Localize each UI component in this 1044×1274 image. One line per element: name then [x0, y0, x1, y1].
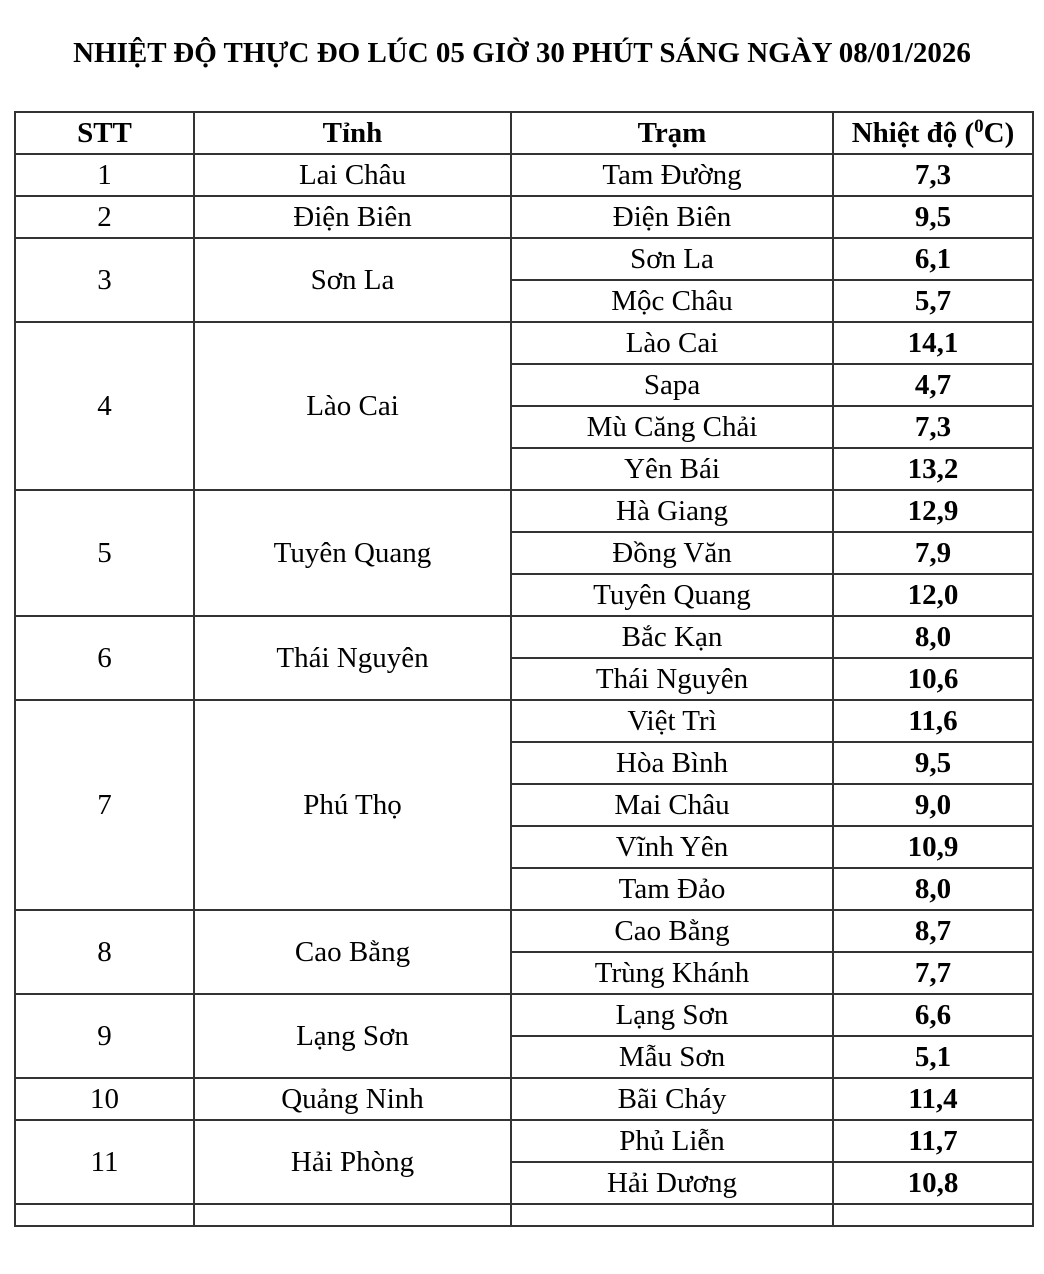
stt-cell: 3 [15, 238, 194, 322]
document-title: NHIỆT ĐỘ THỰC ĐO LÚC 05 GIỜ 30 PHÚT SÁNG NGÀY 08/01/2026 [73, 37, 971, 69]
table-row [15, 910, 1033, 952]
stt-cell: 11 [15, 1120, 194, 1204]
temperature-cell: 9,5 [833, 196, 1033, 238]
partial-cell [833, 1204, 1033, 1226]
temperature-cell: 10,8 [833, 1162, 1033, 1204]
province-cell: Cao Bằng [194, 910, 511, 994]
header-temperature-degree: 0 [974, 116, 984, 137]
station-cell: Trùng Khánh [511, 952, 833, 994]
table-row [15, 490, 1033, 532]
station-cell: Việt Trì [511, 700, 833, 742]
temperature-cell: 9,0 [833, 784, 1033, 826]
stt-cell: 9 [15, 994, 194, 1078]
station-cell: Yên Bái [511, 448, 833, 490]
station-cell: Tam Đường [511, 154, 833, 196]
temperature-cell: 6,1 [833, 238, 1033, 280]
stt-cell: 10 [15, 1078, 194, 1120]
stt-cell: 4 [15, 322, 194, 490]
table-body [15, 154, 1033, 1226]
station-cell: Hà Giang [511, 490, 833, 532]
temperature-cell: 14,1 [833, 322, 1033, 364]
table-row [15, 994, 1033, 1036]
temperature-cell: 13,2 [833, 448, 1033, 490]
temperature-cell: 12,0 [833, 574, 1033, 616]
stt-cell: 8 [15, 910, 194, 994]
header-temperature [833, 112, 1033, 154]
partial-cell [15, 1204, 194, 1226]
station-cell: Đồng Văn [511, 532, 833, 574]
temperature-cell: 8,0 [833, 868, 1033, 910]
header-row [15, 112, 1033, 154]
temperature-cell: 11,6 [833, 700, 1033, 742]
station-cell: Phủ Liễn [511, 1120, 833, 1162]
temperature-cell: 5,7 [833, 280, 1033, 322]
temperature-cell: 10,6 [833, 658, 1033, 700]
temperature-cell: 7,7 [833, 952, 1033, 994]
table-row [15, 1078, 1033, 1120]
table-row-partial [15, 1204, 1033, 1226]
temperature-cell: 12,9 [833, 490, 1033, 532]
province-cell: Quảng Ninh [194, 1078, 511, 1120]
temperature-table [14, 111, 1034, 1227]
temperature-cell: 6,6 [833, 994, 1033, 1036]
station-cell: Bãi Cháy [511, 1078, 833, 1120]
partial-cell [194, 1204, 511, 1226]
province-cell: Lạng Sơn [194, 994, 511, 1078]
stt-cell: 5 [15, 490, 194, 616]
station-cell: Cao Bằng [511, 910, 833, 952]
province-cell: Lào Cai [194, 322, 511, 490]
partial-cell [511, 1204, 833, 1226]
station-cell: Bắc Kạn [511, 616, 833, 658]
stt-cell: 1 [15, 154, 194, 196]
station-cell: Điện Biên [511, 196, 833, 238]
header-province: Tỉnh [194, 112, 511, 154]
temperature-cell: 8,0 [833, 616, 1033, 658]
temperature-cell: 5,1 [833, 1036, 1033, 1078]
header-station: Trạm [511, 112, 833, 154]
station-cell: Tam Đảo [511, 868, 833, 910]
header-temperature-unit: C) [983, 117, 1015, 149]
header-stt: STT [15, 112, 194, 154]
temperature-cell: 10,9 [833, 826, 1033, 868]
table-row [15, 700, 1033, 742]
temperature-cell: 7,9 [833, 532, 1033, 574]
temperature-cell: 9,5 [833, 742, 1033, 784]
stt-cell: 2 [15, 196, 194, 238]
station-cell: Mẫu Sơn [511, 1036, 833, 1078]
station-cell: Vĩnh Yên [511, 826, 833, 868]
station-cell: Hòa Bình [511, 742, 833, 784]
province-cell: Thái Nguyên [194, 616, 511, 700]
province-cell: Phú Thọ [194, 700, 511, 910]
station-cell: Hải Dương [511, 1162, 833, 1204]
province-cell: Điện Biên [194, 196, 511, 238]
table-row [15, 1120, 1033, 1162]
station-cell: Mai Châu [511, 784, 833, 826]
station-cell: Sapa [511, 364, 833, 406]
table-row [15, 238, 1033, 280]
station-cell: Lạng Sơn [511, 994, 833, 1036]
temperature-cell: 4,7 [833, 364, 1033, 406]
province-cell: Lai Châu [194, 154, 511, 196]
station-cell: Mộc Châu [511, 280, 833, 322]
province-cell: Sơn La [194, 238, 511, 322]
station-cell: Tuyên Quang [511, 574, 833, 616]
temperature-cell: 11,4 [833, 1078, 1033, 1120]
header-temperature-prefix: Nhiệt độ ( [851, 117, 975, 149]
province-cell: Hải Phòng [194, 1120, 511, 1204]
temperature-cell: 8,7 [833, 910, 1033, 952]
temperature-cell: 7,3 [833, 154, 1033, 196]
table-row [15, 154, 1033, 196]
station-cell: Lào Cai [511, 322, 833, 364]
temperature-cell: 11,7 [833, 1120, 1033, 1162]
stt-cell: 7 [15, 700, 194, 910]
station-cell: Mù Căng Chải [511, 406, 833, 448]
station-cell: Thái Nguyên [511, 658, 833, 700]
station-cell: Sơn La [511, 238, 833, 280]
temperature-cell: 7,3 [833, 406, 1033, 448]
table-row [15, 322, 1033, 364]
stt-cell: 6 [15, 616, 194, 700]
province-cell: Tuyên Quang [194, 490, 511, 616]
table-row [15, 616, 1033, 658]
table-row [15, 196, 1033, 238]
